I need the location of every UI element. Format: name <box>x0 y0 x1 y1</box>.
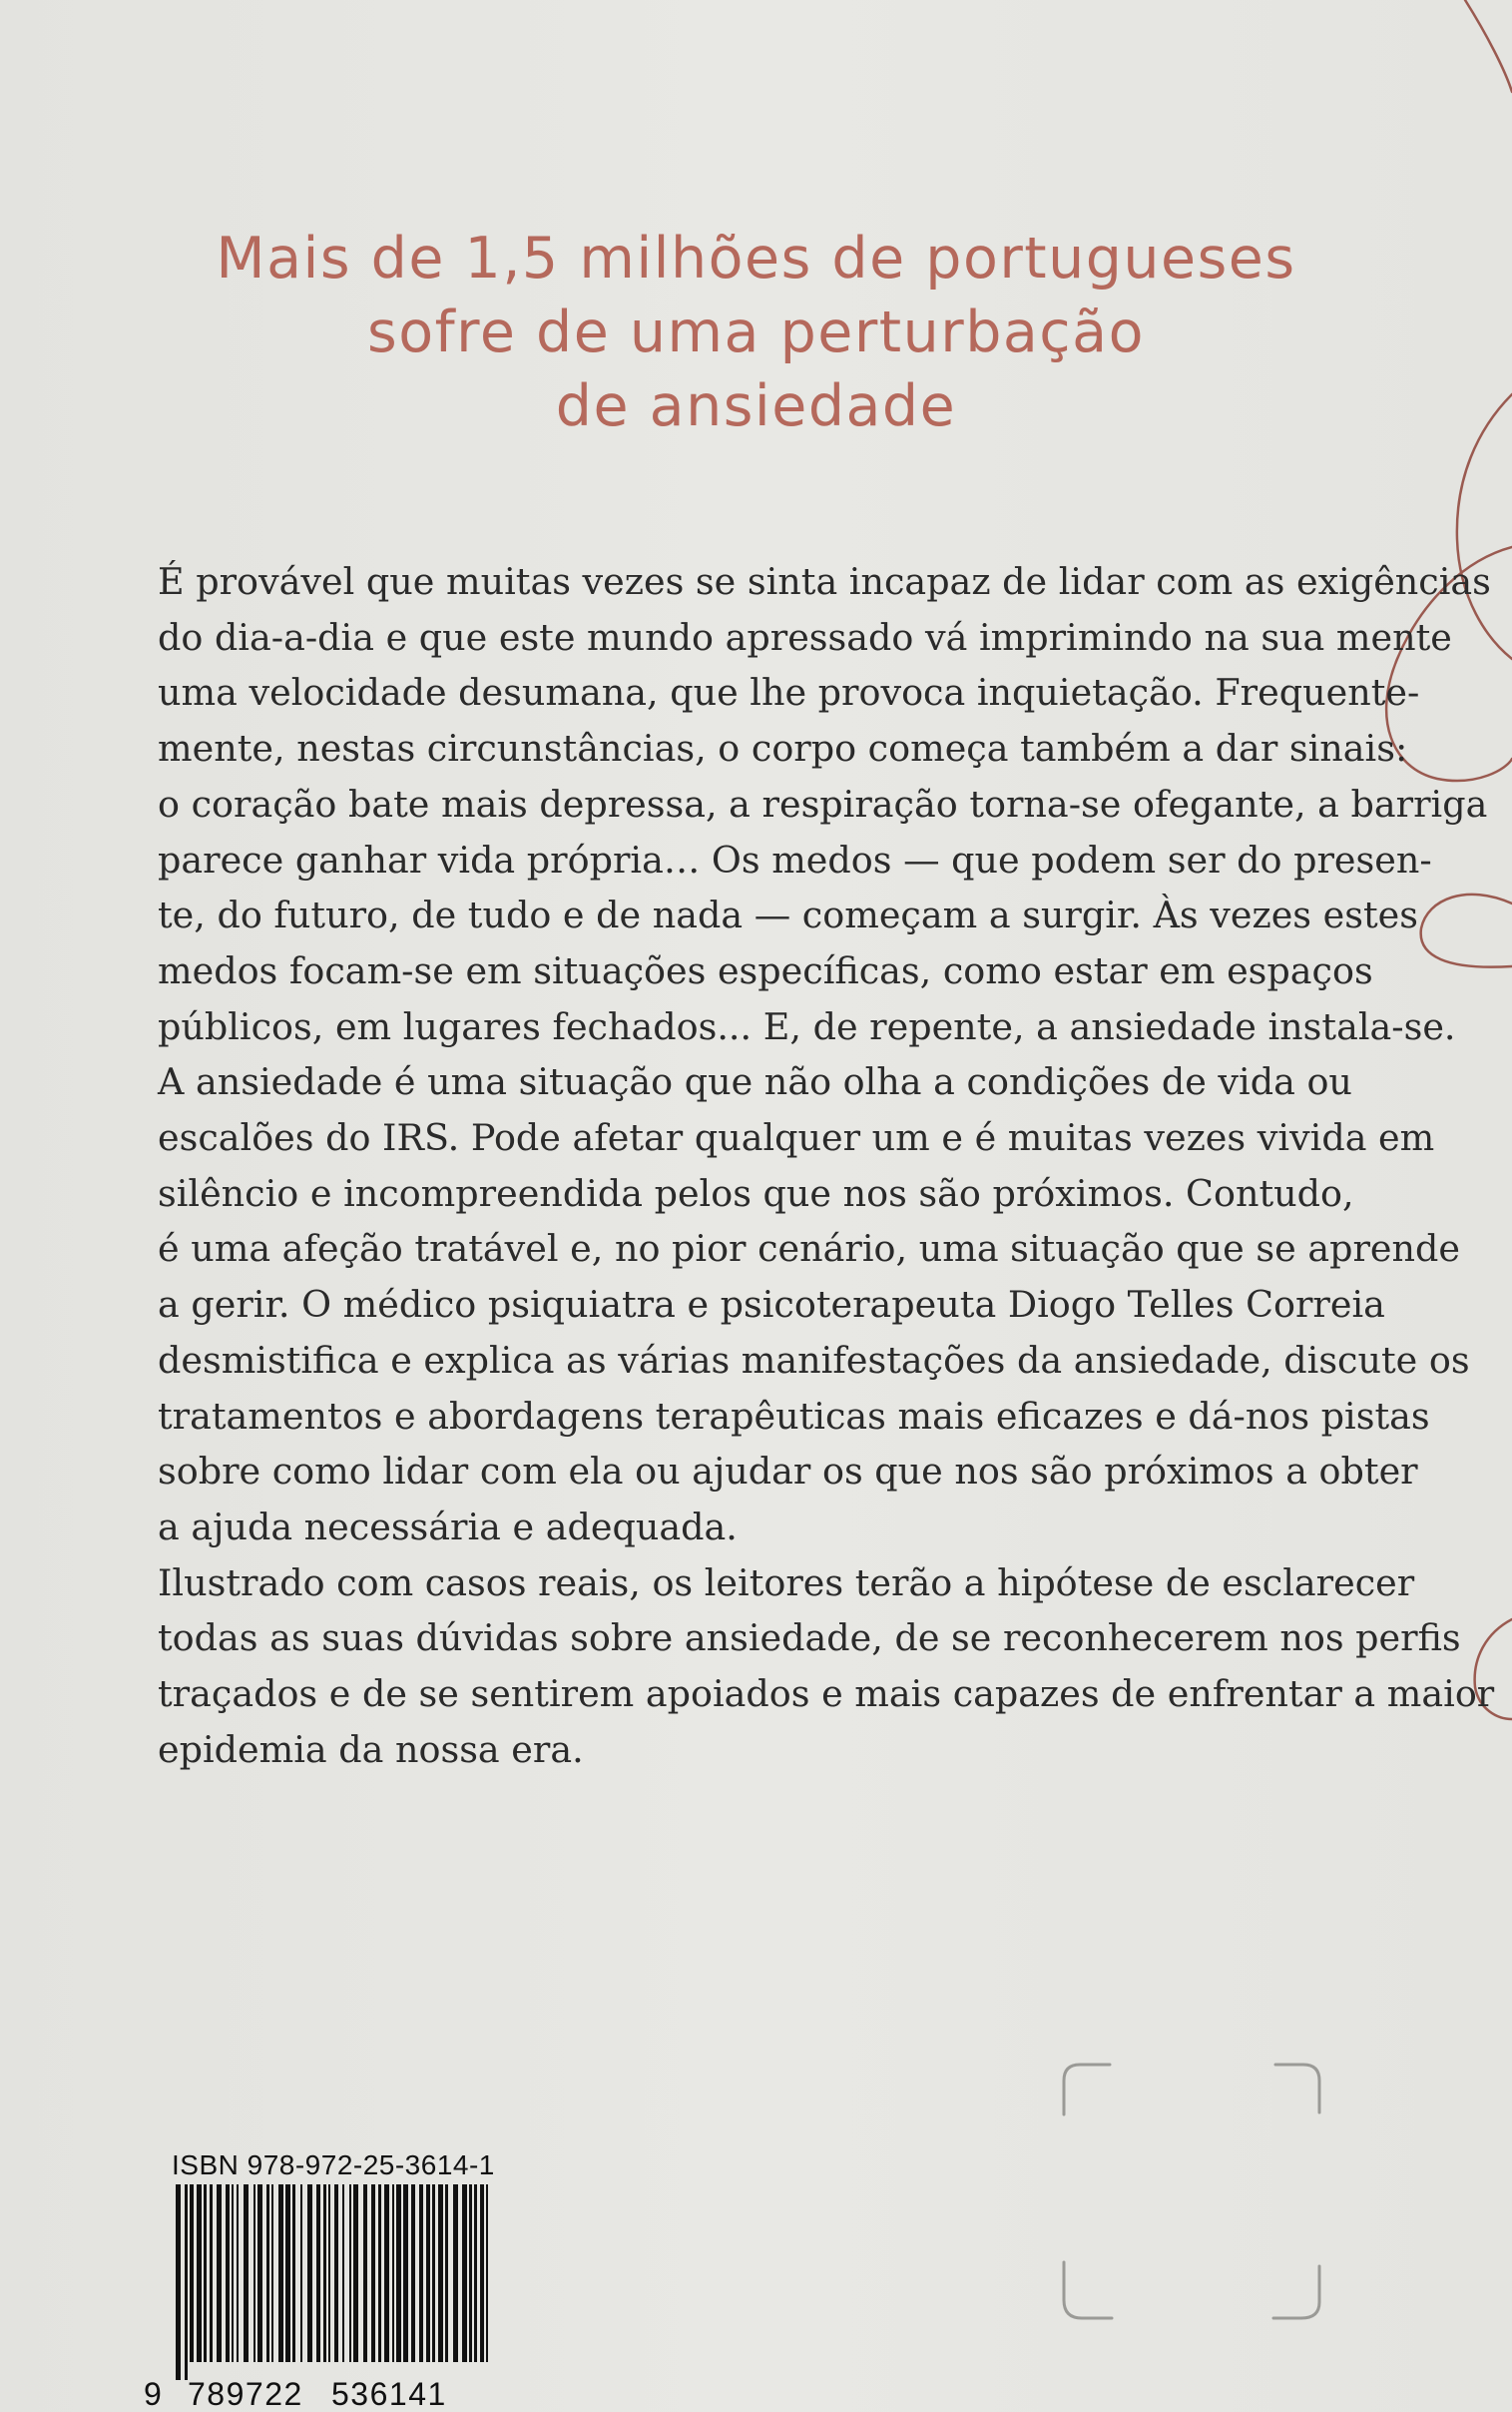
barcode-bar <box>244 2184 249 2362</box>
barcode-bar <box>323 2184 326 2362</box>
barcode-bar <box>396 2184 401 2362</box>
barcode-digit-prefix: 9 <box>144 2376 162 2412</box>
barcode-bar <box>378 2184 381 2362</box>
barcode-bar <box>271 2184 273 2362</box>
barcode-digits <box>144 2376 503 2412</box>
barcode-digit-group-right: 536141 <box>331 2376 447 2412</box>
blurb-line: o coração bate mais depressa, a respiração torna-se ofegante, a barriga <box>158 782 1488 826</box>
barcode-bar <box>266 2184 269 2362</box>
barcode-bar <box>257 2184 262 2362</box>
barcode-bar <box>480 2184 484 2362</box>
corner-mark-top-right <box>1275 2065 1319 2112</box>
barcode-bar <box>226 2184 230 2362</box>
blurb-line: te, do futuro, de tudo e de nada — começam a surgir. Às vezes estes <box>158 894 1418 937</box>
barcode-bar <box>253 2184 255 2362</box>
blurb-line: é uma afeção tratável e, no pior cenário, uma situação que se aprende <box>158 1227 1460 1271</box>
blurb-line: silêncio e incompreendida pelos que nos são próximos. Contudo, <box>158 1171 1354 1215</box>
blurb-line: a gerir. O médico psiquiatra e psicoterapeuta Diogo Telles Correia <box>158 1283 1385 1327</box>
barcode-bar <box>384 2184 389 2362</box>
blurb-line: Ilustrado com casos reais, os leitores terão a hipótese de esclarecer <box>158 1560 1415 1604</box>
corner-mark-bottom-left <box>1064 2262 1112 2318</box>
blurb-line: A ansiedade é uma situação que não olha a condições de vida ou <box>158 1060 1352 1104</box>
headline-line: de ansiedade <box>555 373 957 439</box>
barcode-bar <box>316 2184 320 2362</box>
isbn-label: ISBN 978-972-25-3614-1 <box>172 2149 495 2180</box>
corner-mark-top-left <box>1064 2065 1110 2114</box>
barcode-bar <box>210 2184 213 2362</box>
barcode-bar <box>285 2184 290 2362</box>
blurb-text <box>158 554 1495 1777</box>
blurb-line: públicos, em lugares fechados... E, de repente, a ansiedade instala-se. <box>158 1004 1456 1048</box>
barcode-bar <box>432 2184 435 2362</box>
blurb-line: traçados e de se sentirem apoiados e mais capazes de enfrentar a maior <box>158 1672 1495 1716</box>
barcode-bar <box>307 2184 312 2362</box>
barcode-bar <box>403 2184 408 2362</box>
swirl-small-loop <box>1421 895 1512 967</box>
swirl-middle-curve <box>1457 394 1512 659</box>
blurb-line: a ajuda necessária e adequada. <box>158 1505 738 1548</box>
headline <box>200 222 1312 443</box>
blurb-line: do dia-a-dia e que este mundo apressado vá imprimindo na sua mente <box>158 615 1452 659</box>
barcode-bar <box>371 2184 375 2362</box>
blurb-line: desmistifica e explica as várias manifestações da ansiedade, discute os <box>158 1338 1470 1382</box>
blurb-line: sobre como lidar com ela ou ajudar os que nos são próximos a obter <box>158 1450 1418 1494</box>
barcode-bar <box>237 2184 239 2362</box>
headline-line: Mais de 1,5 milhões de portugueses <box>216 226 1296 292</box>
blurb-line: uma velocidade desumana, que lhe provoca inquietação. Frequente- <box>158 671 1420 715</box>
sticker-corner-marks <box>1058 2057 1327 2326</box>
barcode-bar <box>445 2184 448 2362</box>
blurb-line: tratamentos e abordagens terapêuticas mais eficazes e dá-nos pistas <box>158 1394 1430 1438</box>
barcode-bar <box>469 2184 472 2362</box>
headline-line: sofre de uma perturbação <box>367 300 1145 365</box>
barcode-bar <box>342 2184 344 2362</box>
barcode-bar <box>486 2184 488 2362</box>
barcode-bar <box>334 2184 338 2362</box>
blurb-line: É provável que muitas vezes se sinta incapaz de lidar com as exigências <box>158 560 1491 603</box>
barcode-bar <box>185 2184 188 2380</box>
barcode-bar <box>462 2184 467 2362</box>
barcode-bar <box>278 2184 283 2362</box>
barcode-bar <box>190 2184 194 2362</box>
barcode-bar <box>300 2184 302 2362</box>
barcode-bar <box>328 2184 330 2362</box>
blurb-line: medos focam-se em situações específicas, como estar em espaços <box>158 948 1373 992</box>
blurb-line: mente, nestas circunstâncias, o corpo começa também a dar sinais: <box>158 727 1408 771</box>
blurb-line: epidemia da nossa era. <box>158 1727 584 1771</box>
barcode <box>172 2184 496 2380</box>
barcode-bar <box>438 2184 443 2362</box>
blurb-line: escalões do IRS. Pode afetar qualquer um e é muitas vezes vivida em <box>158 1116 1435 1160</box>
blurb-line: parece ganhar vida própria… Os medos — que podem ser do presen- <box>158 838 1432 882</box>
swirl-top-arc <box>1465 0 1512 92</box>
barcode-bar <box>349 2184 351 2362</box>
barcode-bar <box>426 2184 430 2362</box>
barcode-bar <box>204 2184 207 2362</box>
barcode-bar <box>353 2184 358 2362</box>
barcode-bar <box>363 2184 367 2362</box>
corner-mark-bottom-right <box>1273 2266 1319 2318</box>
barcode-bar <box>292 2184 295 2362</box>
barcode-bar <box>453 2184 458 2362</box>
barcode-bar <box>392 2184 394 2362</box>
barcode-bar <box>176 2184 181 2380</box>
barcode-bar <box>232 2184 234 2362</box>
barcode-bar <box>411 2184 415 2362</box>
blurb-line: todas as suas dúvidas sobre ansiedade, de se reconhecerem nos perfis <box>158 1616 1461 1660</box>
barcode-digit-group-left: 789722 <box>188 2376 303 2412</box>
barcode-bar <box>217 2184 222 2362</box>
barcode-bar <box>197 2184 202 2362</box>
barcode-bar <box>419 2184 423 2362</box>
barcode-bar <box>474 2184 477 2362</box>
